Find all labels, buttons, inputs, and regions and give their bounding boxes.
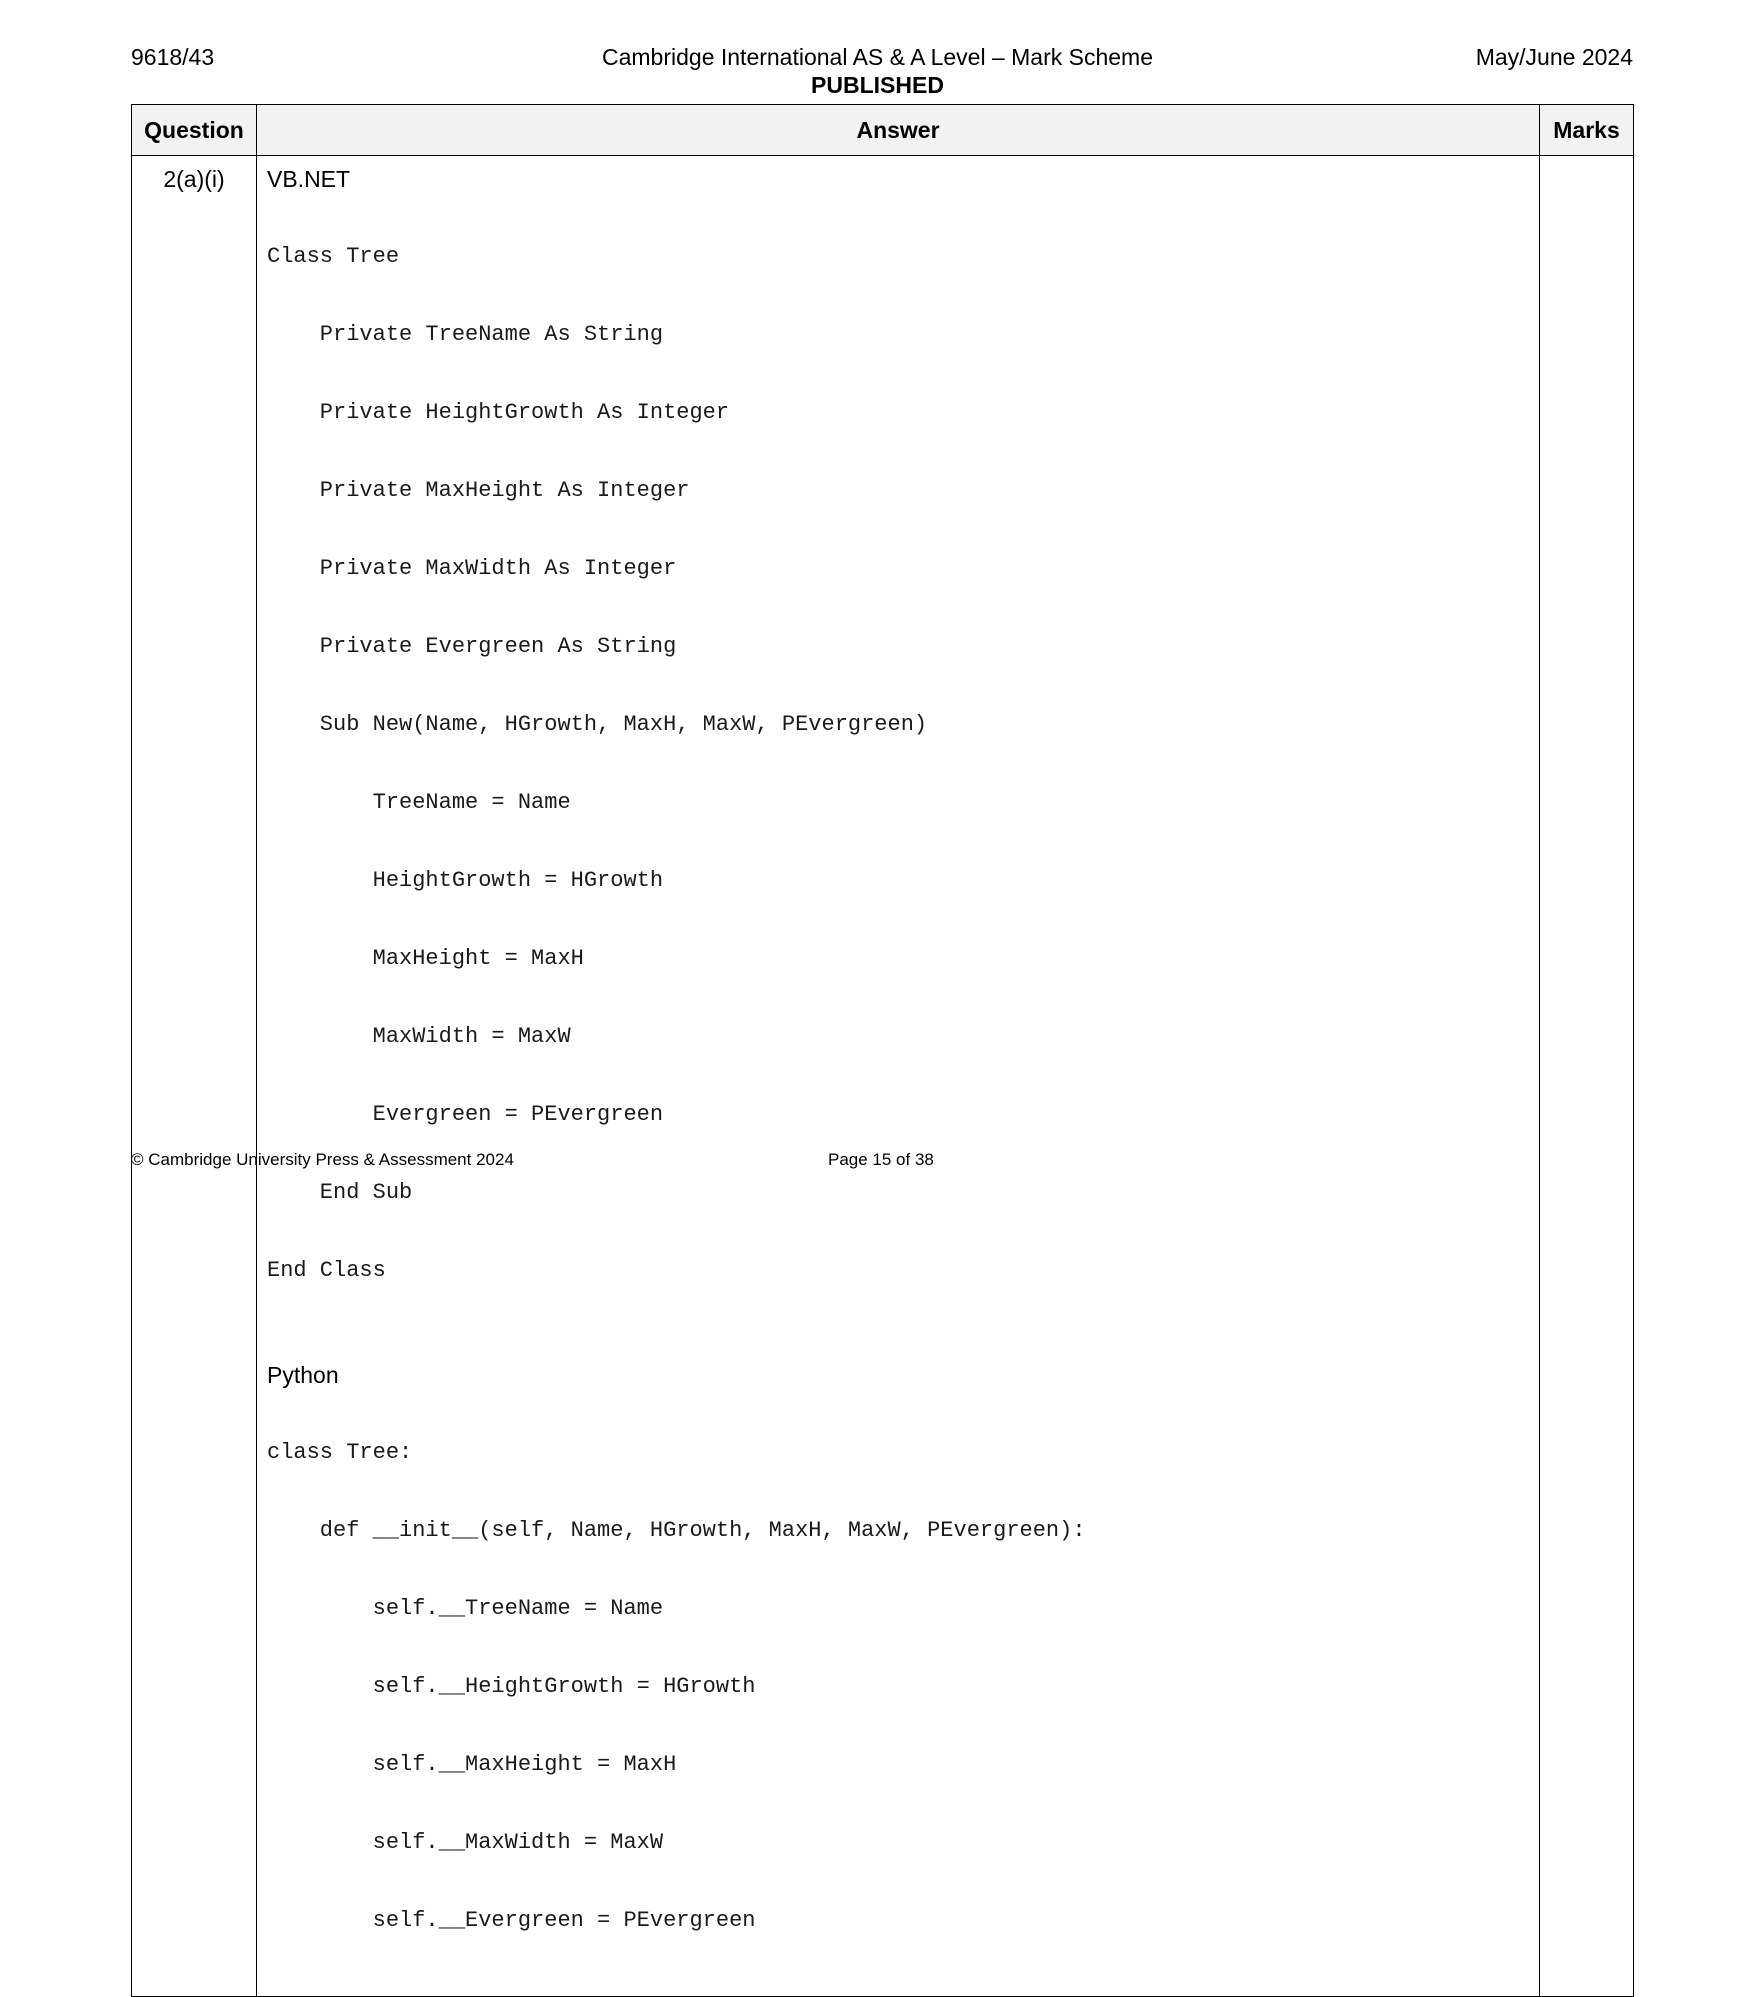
code-line: self.__Evergreen = PEvergreen: [267, 1908, 756, 1933]
published-label: PUBLISHED: [811, 72, 944, 98]
code-line: self.__TreeName = Name: [267, 1596, 664, 1621]
code-line: MaxHeight = MaxH: [267, 946, 584, 971]
table-row: [132, 156, 1634, 1997]
question-column-header: Question: [132, 105, 257, 156]
vbnet-label: VB.NET: [267, 166, 351, 192]
code-line: Private MaxWidth As Integer: [267, 556, 677, 581]
code-line: self.__MaxHeight = MaxH: [267, 1752, 677, 1777]
exam-session: May/June 2024: [1475, 44, 1633, 70]
question-number: 2(a)(i): [132, 156, 257, 1997]
python-label: Python: [267, 1362, 339, 1388]
code-line: Private Evergreen As String: [267, 634, 677, 659]
python-code-block: [267, 1388, 1529, 1986]
code-line: End Sub: [267, 1180, 413, 1205]
code-line: MaxWidth = MaxW: [267, 1024, 571, 1049]
answer-column-header: Answer: [257, 105, 1540, 156]
copyright-notice: © Cambridge University Press & Assessment 2024: [131, 1150, 514, 1169]
section-spacer: [267, 1336, 1529, 1362]
answer-cell: [257, 156, 1540, 1997]
code-line: TreeName = Name: [267, 790, 571, 815]
code-line: End Class: [267, 1258, 386, 1283]
code-line: Evergreen = PEvergreen: [267, 1102, 664, 1127]
document-title: Cambridge International AS & A Level – Mark Scheme: [601, 44, 1154, 70]
mark-scheme-table: [131, 104, 1634, 1997]
code-line: HeightGrowth = HGrowth: [267, 868, 664, 893]
marks-column-header: Marks: [1540, 105, 1634, 156]
code-line: Private TreeName As String: [267, 322, 664, 347]
code-line: def __init__(self, Name, HGrowth, MaxH, MaxW, PEvergreen):: [267, 1518, 1086, 1543]
table-header-row: [132, 105, 1634, 156]
code-line: self.__HeightGrowth = HGrowth: [267, 1674, 756, 1699]
paper-code: 9618/43: [131, 44, 215, 70]
marks-cell: [1540, 156, 1634, 1997]
code-line: class Tree:: [267, 1440, 413, 1465]
code-line: Sub New(Name, HGrowth, MaxH, MaxW, PEvergreen): [267, 712, 928, 737]
code-line: Private MaxHeight As Integer: [267, 478, 690, 503]
code-line: self.__MaxWidth = MaxW: [267, 1830, 664, 1855]
code-line: Class Tree: [267, 244, 400, 269]
code-line: Private HeightGrowth As Integer: [267, 400, 730, 425]
page-number: Page 15 of 38: [828, 1150, 934, 1169]
